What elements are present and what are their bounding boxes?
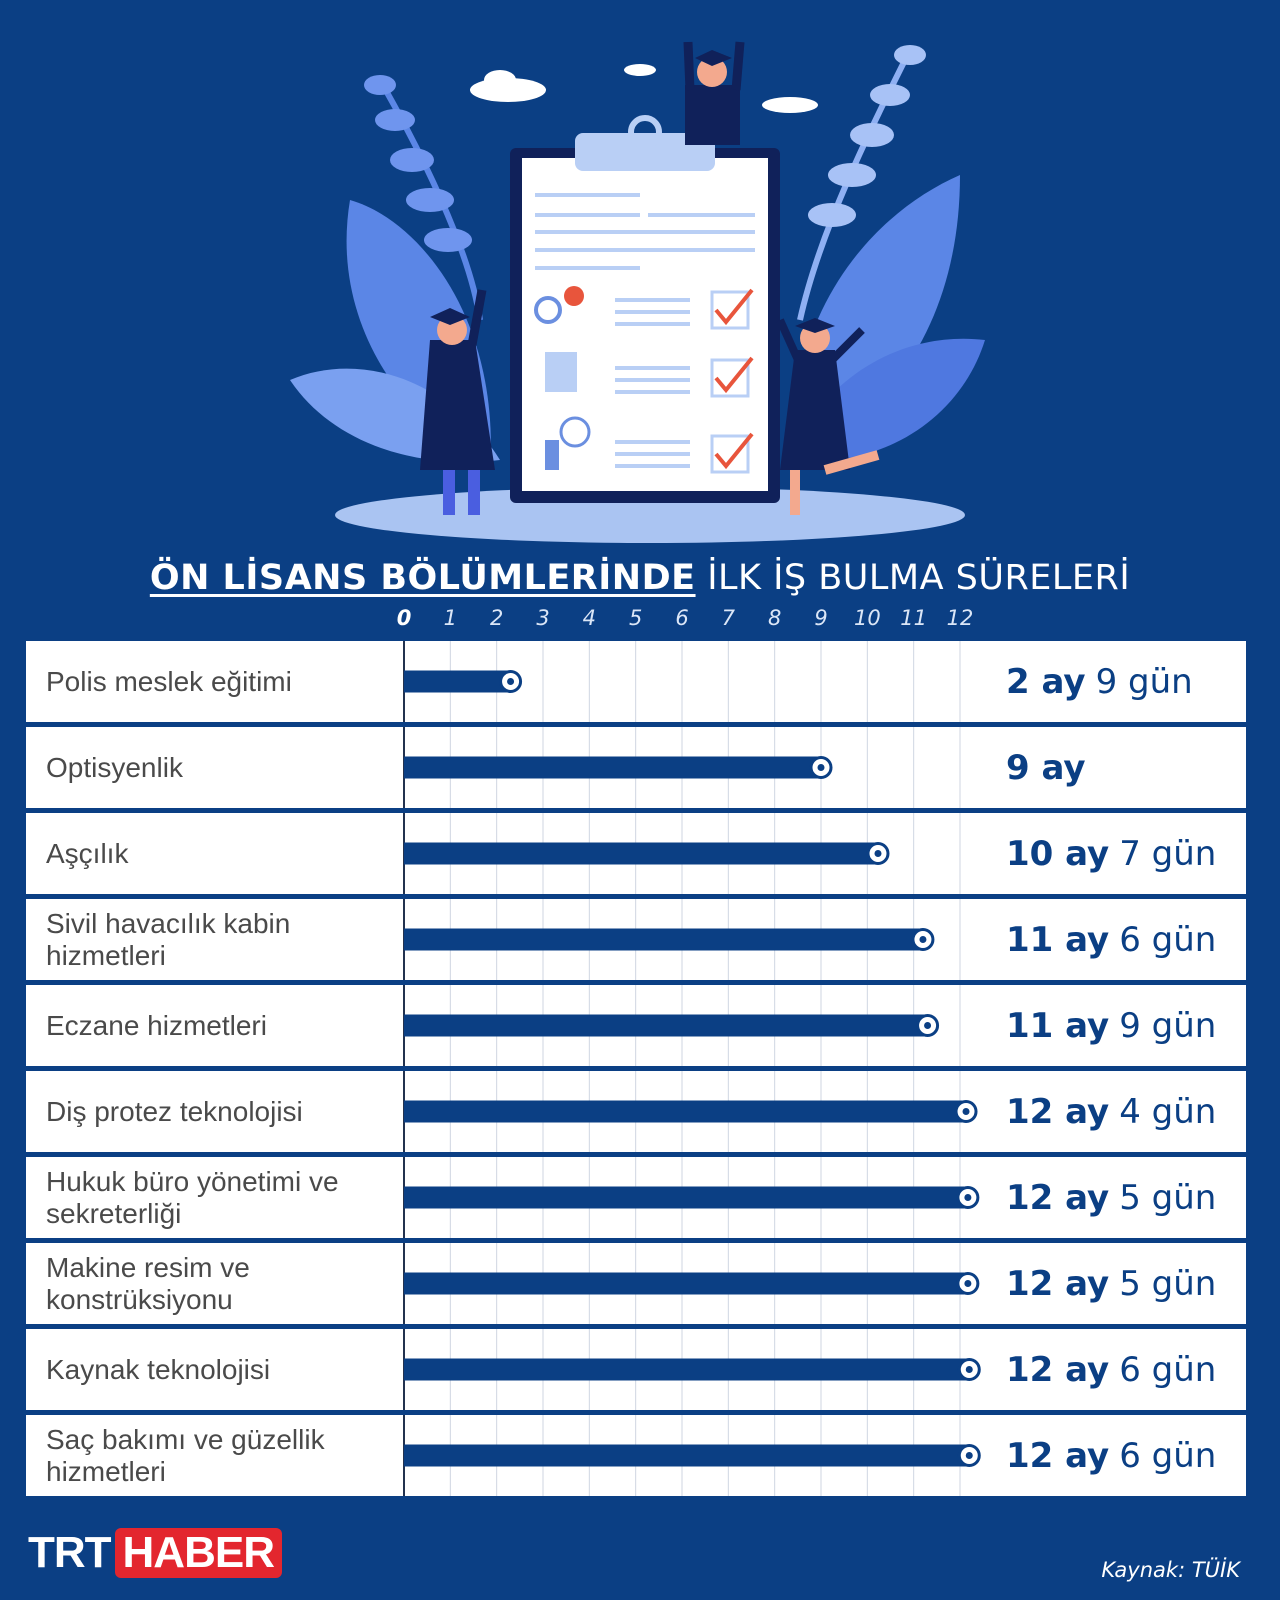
- bar: [404, 843, 878, 865]
- graduation-illustration: [0, 0, 1280, 545]
- bar-chart: [26, 641, 1246, 1501]
- category-label: Eczane hizmetleri: [46, 1009, 267, 1041]
- chart-title-bold: ÖN LİSANS BÖLÜMLERİNDE: [149, 558, 696, 598]
- bar-end-dot: [966, 1366, 973, 1373]
- category-label: Kaynak teknolojisi: [46, 1353, 271, 1385]
- value-days: 7 gün: [1119, 833, 1217, 874]
- bar-end-dot: [818, 764, 825, 771]
- logo-trt-text: TRT: [28, 1528, 111, 1577]
- value-days: 9 gün: [1095, 661, 1193, 702]
- chart-title-light: İLK İŞ BULMA SÜRELERİ: [707, 558, 1131, 598]
- x-tick-label: 12: [946, 606, 974, 630]
- bar: [404, 1359, 969, 1381]
- x-tick-label: 10: [853, 606, 881, 630]
- value-months: 12 ay: [1006, 1349, 1110, 1390]
- category-label: Optisyenlik: [46, 751, 183, 783]
- value-days: 6 gün: [1119, 1435, 1217, 1476]
- x-tick-label: 7: [721, 606, 736, 630]
- category-label: Polis meslek eğitimi: [46, 665, 292, 697]
- x-tick-label: 0: [396, 606, 412, 630]
- bar-end-dot: [963, 1108, 970, 1115]
- value-months: 12 ay: [1006, 1091, 1110, 1132]
- value-days: 5 gün: [1119, 1263, 1217, 1304]
- x-tick-label: 1: [443, 606, 458, 630]
- x-tick-label: 2: [489, 606, 504, 630]
- x-tick-label: 8: [767, 606, 782, 630]
- trt-haber-logo: [28, 1528, 282, 1576]
- value-months: 11 ay: [1006, 919, 1110, 960]
- bar-end-dot: [966, 1452, 973, 1459]
- bar-end-dot: [964, 1194, 971, 1201]
- value-days: 9 gün: [1119, 1005, 1217, 1046]
- value-months: 11 ay: [1006, 1005, 1110, 1046]
- x-tick-label: 11: [900, 606, 928, 630]
- category-label: Saç bakımı ve güzellik hizmetleri: [46, 1423, 325, 1487]
- bar-end-dot: [924, 1022, 931, 1029]
- x-tick-label: 9: [814, 606, 828, 630]
- source-label: Kaynak:: [1101, 1558, 1186, 1582]
- category-label: Makine resim ve konstrüksiyonu: [46, 1251, 250, 1315]
- bar-end-dot: [919, 936, 926, 943]
- x-tick-label: 4: [582, 606, 597, 630]
- x-tick-label: 3: [536, 606, 550, 630]
- bar: [404, 671, 511, 693]
- category-label: Sivil havacılık kabin hizmetleri: [46, 907, 291, 971]
- value-days: 6 gün: [1119, 1349, 1217, 1390]
- bar-end-dot: [874, 850, 881, 857]
- source-value: TÜİK: [1191, 1558, 1240, 1582]
- bar: [404, 1445, 969, 1467]
- value-months: 12 ay: [1006, 1435, 1110, 1476]
- value-months: 9 ay: [1006, 747, 1086, 788]
- bar: [404, 929, 923, 951]
- bar-end-dot: [507, 678, 514, 685]
- value-months: 12 ay: [1006, 1177, 1110, 1218]
- category-label: Aşçılık: [46, 837, 129, 869]
- source-note: [1101, 1558, 1240, 1582]
- value-months: 2 ay: [1006, 661, 1086, 702]
- x-tick-label: 5: [628, 606, 643, 630]
- chart-title: [0, 558, 1280, 598]
- x-axis-ticks: [0, 606, 1280, 636]
- value-days: 4 gün: [1119, 1091, 1217, 1132]
- logo-haber-text: HABER: [115, 1528, 282, 1578]
- bar: [404, 1015, 928, 1037]
- bar: [404, 757, 821, 779]
- x-tick-label: 6: [675, 606, 689, 630]
- bar: [404, 1187, 968, 1209]
- value-days: 6 gün: [1119, 919, 1217, 960]
- category-label: Hukuk büro yönetimi ve sekreterliği: [46, 1165, 339, 1229]
- value-months: 10 ay: [1006, 833, 1110, 874]
- category-label: Diş protez teknolojisi: [46, 1095, 303, 1127]
- bars-layer: [26, 641, 1246, 1496]
- bar-end-dot: [964, 1280, 971, 1287]
- value-days: 5 gün: [1119, 1177, 1217, 1218]
- bar: [404, 1101, 966, 1123]
- bar: [404, 1273, 968, 1295]
- value-months: 12 ay: [1006, 1263, 1110, 1304]
